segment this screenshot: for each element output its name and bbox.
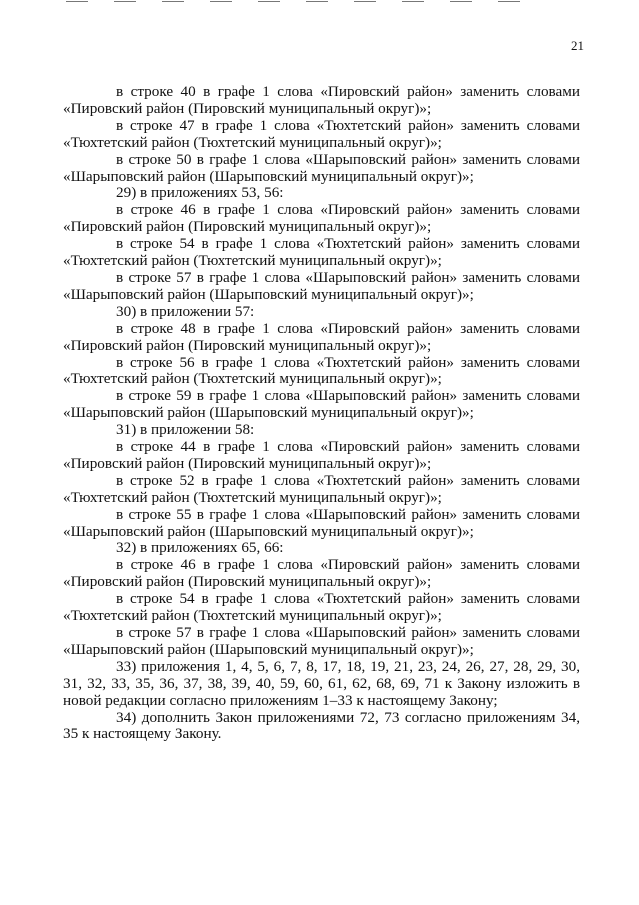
paragraph: в строке 57 в графе 1 слова «Шарыповский район» заменить словами «Шарыповский район (Шарыповский муниципальный округ)»; — [63, 268, 580, 303]
paragraph: в строке 47 в графе 1 слова «Тюхтетский район» заменить словами «Тюхтетский район (Тюхтетский муниципальный округ)»; — [63, 116, 580, 151]
paragraph: в строке 54 в графе 1 слова «Тюхтетский район» заменить словами «Тюхтетский район (Тюхтетский муниципальный округ)»; — [63, 590, 580, 625]
scan-top-edge — [0, 0, 639, 4]
paragraph: в строке 50 в графе 1 слова «Шарыповский район» заменить словами «Шарыповский район (Шарыповский муниципальный округ)»; — [63, 150, 580, 185]
paragraph: в строке 56 в графе 1 слова «Тюхтетский район» заменить словами «Тюхтетский район (Тюхтетский муниципальный округ)»; — [63, 353, 580, 388]
document-body — [63, 84, 580, 743]
paragraph: в строке 54 в графе 1 слова «Тюхтетский район» заменить словами «Тюхтетский район (Тюхтетский муниципальный округ)»; — [63, 235, 580, 270]
paragraph: в строке 55 в графе 1 слова «Шарыповский район» заменить словами «Шарыповский район (Шарыповский муниципальный округ)»; — [63, 505, 580, 540]
paragraph: в строке 46 в графе 1 слова «Пировский район» заменить словами «Пировский район (Пировский муниципальный округ)»; — [63, 201, 580, 236]
section-heading: 29) в приложениях 53, 56: — [116, 184, 284, 202]
section-heading: 31) в приложении 58: — [116, 421, 255, 439]
paragraph: в строке 40 в графе 1 слова «Пировский район» заменить словами «Пировский район (Пировский муниципальный округ)»; — [63, 83, 580, 117]
paragraph: в строке 48 в графе 1 слова «Пировский район» заменить словами «Пировский район (Пировский муниципальный округ)»; — [63, 319, 580, 354]
paragraph: в строке 52 в графе 1 слова «Тюхтетский район» заменить словами «Тюхтетский район (Тюхтетский муниципальный округ)»; — [63, 471, 580, 506]
paragraph: в строке 44 в графе 1 слова «Пировский район» заменить словами «Пировский район (Пировский муниципальный округ)»; — [63, 438, 580, 472]
paragraph: 33) приложения 1, 4, 5, 6, 7, 8, 17, 18, 19, 21, 23, 24, 26, 27, 28, 29, 30, 31, 32, 33, 35, 36, 37, 38, 39, 40, 59, 60, 61, 62, 68, 69, 71 к Закону изложить в новой редакции согласно приложениям 1–33 к настоящему Закону; — [63, 657, 580, 709]
section-heading: 32) в приложениях 65, 66: — [116, 539, 284, 557]
paragraph: 34) дополнить Закон приложениями 72, 73 согласно приложениям 34, 35 к настоящему Закону. — [63, 708, 580, 743]
paragraph: в строке 57 в графе 1 слова «Шарыповский район» заменить словами «Шарыповский район (Шарыповский муниципальный округ)»; — [63, 624, 580, 658]
section-heading: 30) в приложении 57: — [116, 302, 255, 320]
paragraph: в строке 59 в графе 1 слова «Шарыповский район» заменить словами «Шарыповский район (Шарыповский муниципальный округ)»; — [63, 387, 580, 422]
page-number: 21 — [571, 38, 584, 53]
paragraph: в строке 46 в графе 1 слова «Пировский район» заменить словами «Пировский район (Пировский муниципальный округ)»; — [63, 556, 580, 591]
